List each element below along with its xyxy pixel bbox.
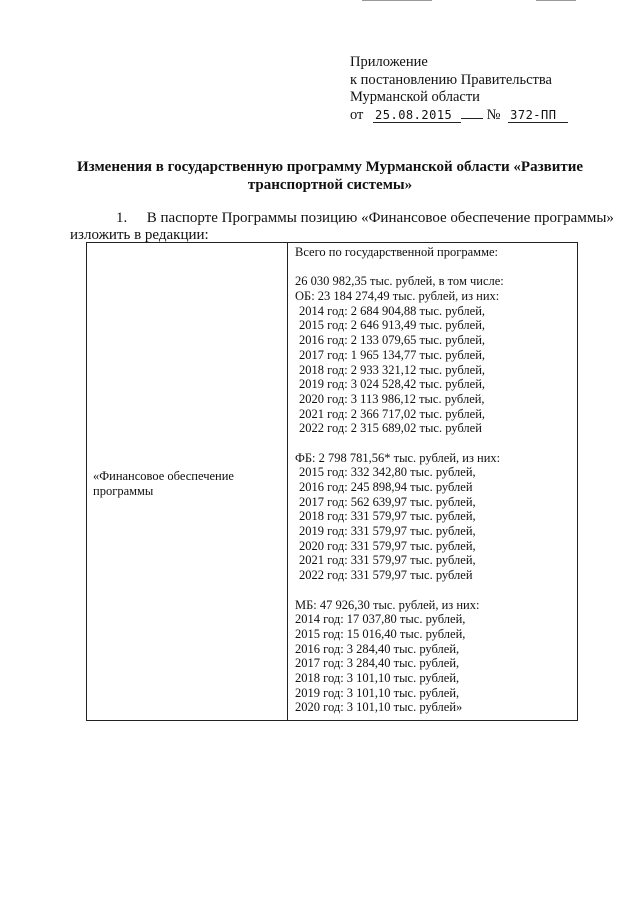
table-left-cell <box>93 469 283 499</box>
decree-date: 25.08.2015 <box>373 108 461 123</box>
appendix-title: Приложение <box>350 54 428 70</box>
ob-year-row: 2020 год: 3 113 986,12 тыс. рублей, <box>299 391 485 406</box>
ob-year-row: 2017 год: 1 965 134,77 тыс. рублей, <box>299 347 486 362</box>
financing-table <box>86 242 578 721</box>
paragraph-line-1 <box>116 210 614 227</box>
title-line-1: Изменения в государственную программу Мурманской области «Развитие <box>76 159 584 175</box>
ob-year-row: 2018 год: 2 933 321,12 тыс. рублей, <box>299 362 486 377</box>
fb-year-row: 2017 год: 562 639,97 тыс. рублей, <box>299 494 476 509</box>
total-amount: 26 030 982,35 тыс. рублей, в том числе: <box>295 274 504 289</box>
mb-year-row: 2020 год: 3 101,10 тыс. рублей» <box>295 700 463 715</box>
document-title <box>70 158 590 194</box>
ob-year-row: 2015 год: 2 646 913,49 тыс. рублей, <box>299 318 486 333</box>
date-prefix: от <box>350 106 364 123</box>
paragraph-number: 1. <box>116 210 128 226</box>
spacer <box>295 436 575 451</box>
table-right-cell <box>295 245 575 715</box>
mb-year-row: 2015 год: 15 016,40 тыс. рублей, <box>295 626 466 641</box>
mb-year-row: 2018 год: 3 101,10 тыс. рублей, <box>295 670 460 685</box>
spacer <box>295 583 575 598</box>
left-cell-line-2: программы <box>93 484 154 498</box>
decree-number: 372-ПП <box>508 108 568 123</box>
mb-year-row: 2019 год: 3 101,10 тыс. рублей, <box>295 685 460 700</box>
appendix-date-line <box>350 107 568 125</box>
left-cell-line-1: «Финансовое обеспечение <box>93 469 234 483</box>
fb-year-row: 2022 год: 331 579,97 тыс. рублей <box>299 568 473 583</box>
fb-year-row: 2020 год: 331 579,97 тыс. рублей, <box>299 538 476 553</box>
page-top-scan-marks <box>0 0 640 6</box>
ob-header: ОБ: 23 184 274,49 тыс. рублей, из них: <box>295 289 500 304</box>
ob-year-row: 2022 год: 2 315 689,02 тыс. рублей <box>299 421 482 436</box>
ob-year-row: 2016 год: 2 133 079,65 тыс. рублей, <box>299 333 486 348</box>
fb-year-row: 2018 год: 331 579,97 тыс. рублей, <box>299 509 476 524</box>
ob-year-row: 2014 год: 2 684 904,88 тыс. рублей, <box>299 303 486 318</box>
number-prefix: № <box>486 106 501 123</box>
fb-year-row: 2019 год: 331 579,97 тыс. рублей, <box>299 524 476 539</box>
total-header: Всего по государственной программе: <box>295 245 499 259</box>
mb-year-row: 2017 год: 3 284,40 тыс. рублей, <box>295 656 460 671</box>
ob-year-row: 2021 год: 2 366 717,02 тыс. рублей, <box>299 406 486 421</box>
mb-year-row: 2014 год: 17 037,80 тыс. рублей, <box>295 612 466 627</box>
mb-year-row: 2016 год: 3 284,40 тыс. рублей, <box>295 641 460 656</box>
spacer <box>295 260 575 275</box>
fb-header: ФБ: 2 798 781,56* тыс. рублей, из них: <box>295 450 501 465</box>
fb-year-row: 2016 год: 245 898,94 тыс. рублей <box>299 480 473 494</box>
date-underline-gap <box>461 118 483 119</box>
fb-year-row: 2015 год: 332 342,80 тыс. рублей, <box>299 465 476 480</box>
paragraph-text-1: В паспорте Программы позицию «Финансовое обеспечение программы» <box>146 210 614 226</box>
appendix-reference: к постановлению Правительства <box>350 71 552 88</box>
appendix-region: Мурманской области <box>350 89 480 105</box>
mb-header: МБ: 47 926,30 тыс. рублей, из них: <box>295 597 480 612</box>
title-line-2: транспортной системы» <box>247 177 413 193</box>
paragraph-line-2: изложить в редакции: <box>70 227 209 243</box>
ob-year-row: 2019 год: 3 024 528,42 тыс. рублей, <box>299 377 486 392</box>
table-column-divider <box>287 243 288 720</box>
appendix-block <box>350 54 568 124</box>
fb-year-row: 2021 год: 331 579,97 тыс. рублей, <box>299 553 476 568</box>
